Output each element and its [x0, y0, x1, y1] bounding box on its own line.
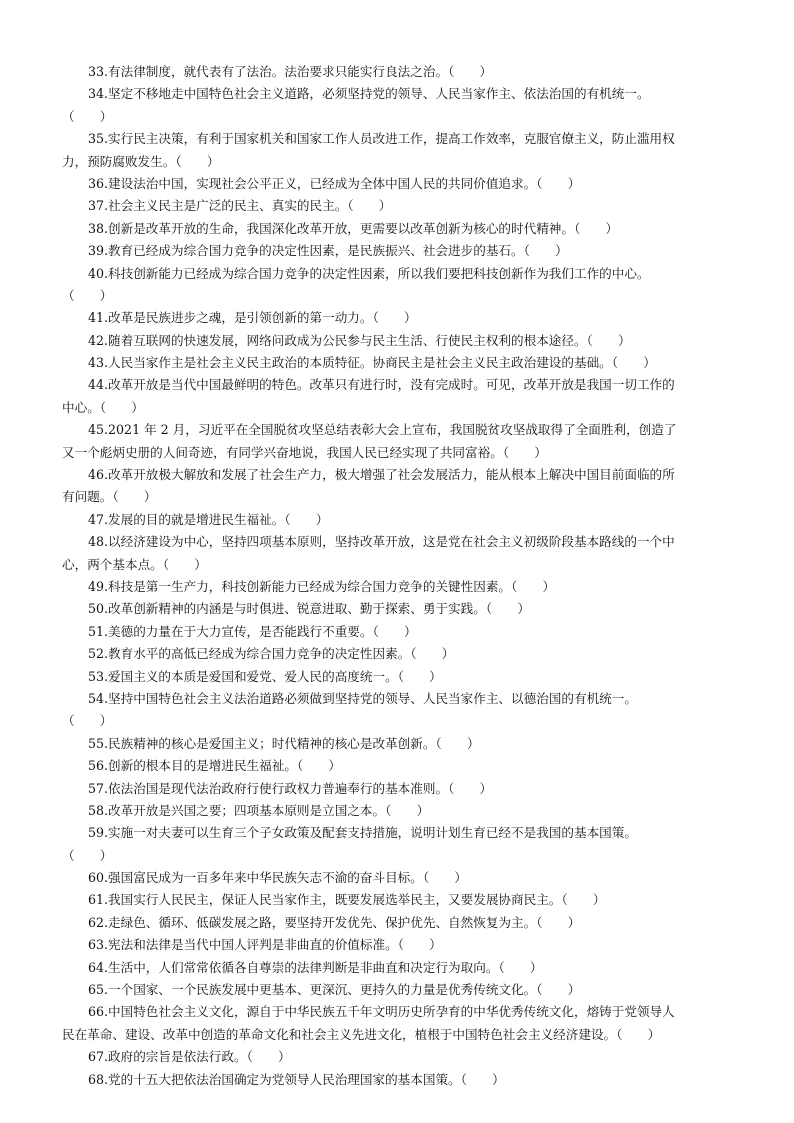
question-line: 39.教育已经成为综合国力竞争的决定性因素，是民族振兴、社会进步的基石。（ ） [88, 243, 568, 259]
question-line: 43.人民当家作主是社会主义民主政治的本质特征。协商民主是社会主义民主政治建设的基础。（ ） [88, 355, 656, 371]
question-line: 53.爱国主义的本质是爱国和爱党、爱人民的高度统一。（ ） [88, 668, 442, 684]
question-continuation-line: 有问题。（ ） [62, 489, 157, 505]
question-continuation-line: （ ） [62, 713, 113, 729]
question-line: 59.实施一对夫妻可以生育三个子女政策及配套支持措施，说明计划生育已经不是我国的基本国策。 [88, 825, 637, 841]
question-line: 35.实行民主决策，有利于国家机关和国家工作人员改进工作，提高工作效率，克服官僚主义，防止滥用权 [88, 131, 675, 147]
question-line: 46.改革开放极大解放和发展了社会生产力，极大增强了社会发展活力，能从根本上解决中国目前面临的所 [88, 467, 675, 483]
question-line: 67.政府的宗旨是依法行政。（ ） [88, 1049, 291, 1065]
question-line: 57.依法治国是现代法治政府行使行政权力普遍奉行的基本准则。（ ） [88, 780, 493, 796]
question-line: 52.教育水平的高低已经成为综合国力竞争的决定性因素。（ ） [88, 646, 455, 662]
question-line: 49.科技是第一生产力，科技创新能力已经成为综合国力竞争的关键性因素。（ ） [88, 578, 556, 594]
question-line: 48.以经济建设为中心，坚持四项基本原则，坚持改革开放，这是党在社会主义初级阶段基本路线的一个中 [88, 534, 675, 550]
question-line: 36.建设法治中国，实现社会公平正义，已经成为全体中国人民的共同价值追求。（ ） [88, 175, 581, 191]
question-continuation-line: （ ） [62, 847, 113, 863]
question-line: 45.2021 年 2 月，习近平在全国脱贫攻坚总结表彰大会上宣布，我国脱贫攻坚战取得了全面胜利，创造了 [88, 422, 677, 438]
question-continuation-line: 民在革命、建设、改革中创造的革命文化和社会主义先进文化，植根于中国特色社会主义经济建设。（ ） [62, 1026, 661, 1042]
question-continuation-line: 中心。（ ） [62, 399, 144, 415]
question-line: 58.改革开放是兴国之要；四项基本原则是立国之本。（ ） [88, 802, 430, 818]
question-line: 63.宪法和法律是当代中国人评判是非曲直的价值标准。（ ） [88, 937, 442, 953]
question-line: 51.美德的力量在于大力宣传，是否能践行不重要。（ ） [88, 623, 417, 639]
question-continuation-line: 力，预防腐败发生。（ ） [62, 153, 220, 169]
question-line: 44.改革开放是当代中国最鲜明的特色。改革只有进行时，没有完成时。可见，改革开放是我国一切工作的 [88, 377, 675, 393]
question-line: 54.坚持中国特色社会主义法治道路必须做到坚持党的领导、人民当家作主、以德治国的有机统一。 [88, 690, 637, 706]
question-continuation-line: 心，两个基本点。（ ） [62, 556, 207, 572]
question-line: 55.民族精神的核心是爱国主义；时代精神的核心是改革创新。（ ） [88, 735, 480, 751]
question-line: 47.发展的目的就是增进民生福祉。（ ） [88, 511, 329, 527]
question-line: 56.创新的根本目的是增进民生福祉。（ ） [88, 758, 342, 774]
question-line: 50.改革创新精神的内涵是与时俱进、锐意进取、勤于探索、勇于实践。（ ） [88, 601, 530, 617]
question-line: 34.坚定不移地走中国特色社会主义道路，必须坚持党的领导、人民当家作主、依法治国的有机统一。 [88, 86, 650, 102]
question-line: 41.改革是民族进步之魂，是引领创新的第一动力。（ ） [88, 310, 417, 326]
question-continuation-line: （ ） [62, 287, 113, 303]
question-line: 42.随着互联网的快速发展，网络问政成为公民参与民主生活、行使民主权利的根本途径。（ ） [88, 332, 631, 348]
question-line: 60.强国富民成为一百多年来中华民族矢志不渝的奋斗目标。（ ） [88, 870, 467, 886]
question-line: 64.生活中，人们常常依循各自尊崇的法律判断是非曲直和决定行为取向。（ ） [88, 959, 543, 975]
question-line: 33.有法律制度，就代表有了法治。法治要求只能实行良法之治。（ ） [88, 64, 493, 79]
question-line: 61.我国实行人民民主，保证人民当家作主，既要发展选举民主，又要发展协商民主。（ ） [88, 892, 606, 908]
question-line: 62.走绿色、循环、低碳发展之路，要坚持开发优先、保护优先、自然恢复为主。（ ） [88, 914, 581, 930]
question-line: 66.中国特色社会主义文化，源自于中华民族五千年文明历史所孕育的中华优秀传统文化，熔铸于党领导人 [88, 1004, 675, 1020]
question-line: 65.一个国家、一个民族发展中更基本、更深沉、更持久的力量是优秀传统文化。（ ） [88, 982, 581, 998]
question-line: 40.科技创新能力已经成为综合国力竞争的决定性因素，所以我们要把科技创新作为我们工作的中心。 [88, 265, 650, 281]
question-line: 38.创新是改革开放的生命，我国深化改革开放，更需要以改革创新为核心的时代精神。（ ） [88, 220, 619, 236]
question-continuation-line: （ ） [62, 108, 113, 124]
question-line: 68.党的十五大把依法治国确定为党领导人民治理国家的基本国策。（ ） [88, 1071, 505, 1087]
question-line: 37.社会主义民主是广泛的民主、真实的民主。（ ） [88, 198, 392, 214]
question-continuation-line: 又一个彪炳史册的人间奇迹，有同学兴奋地说，我国人民已经实现了共同富裕。（ ） [62, 444, 547, 460]
